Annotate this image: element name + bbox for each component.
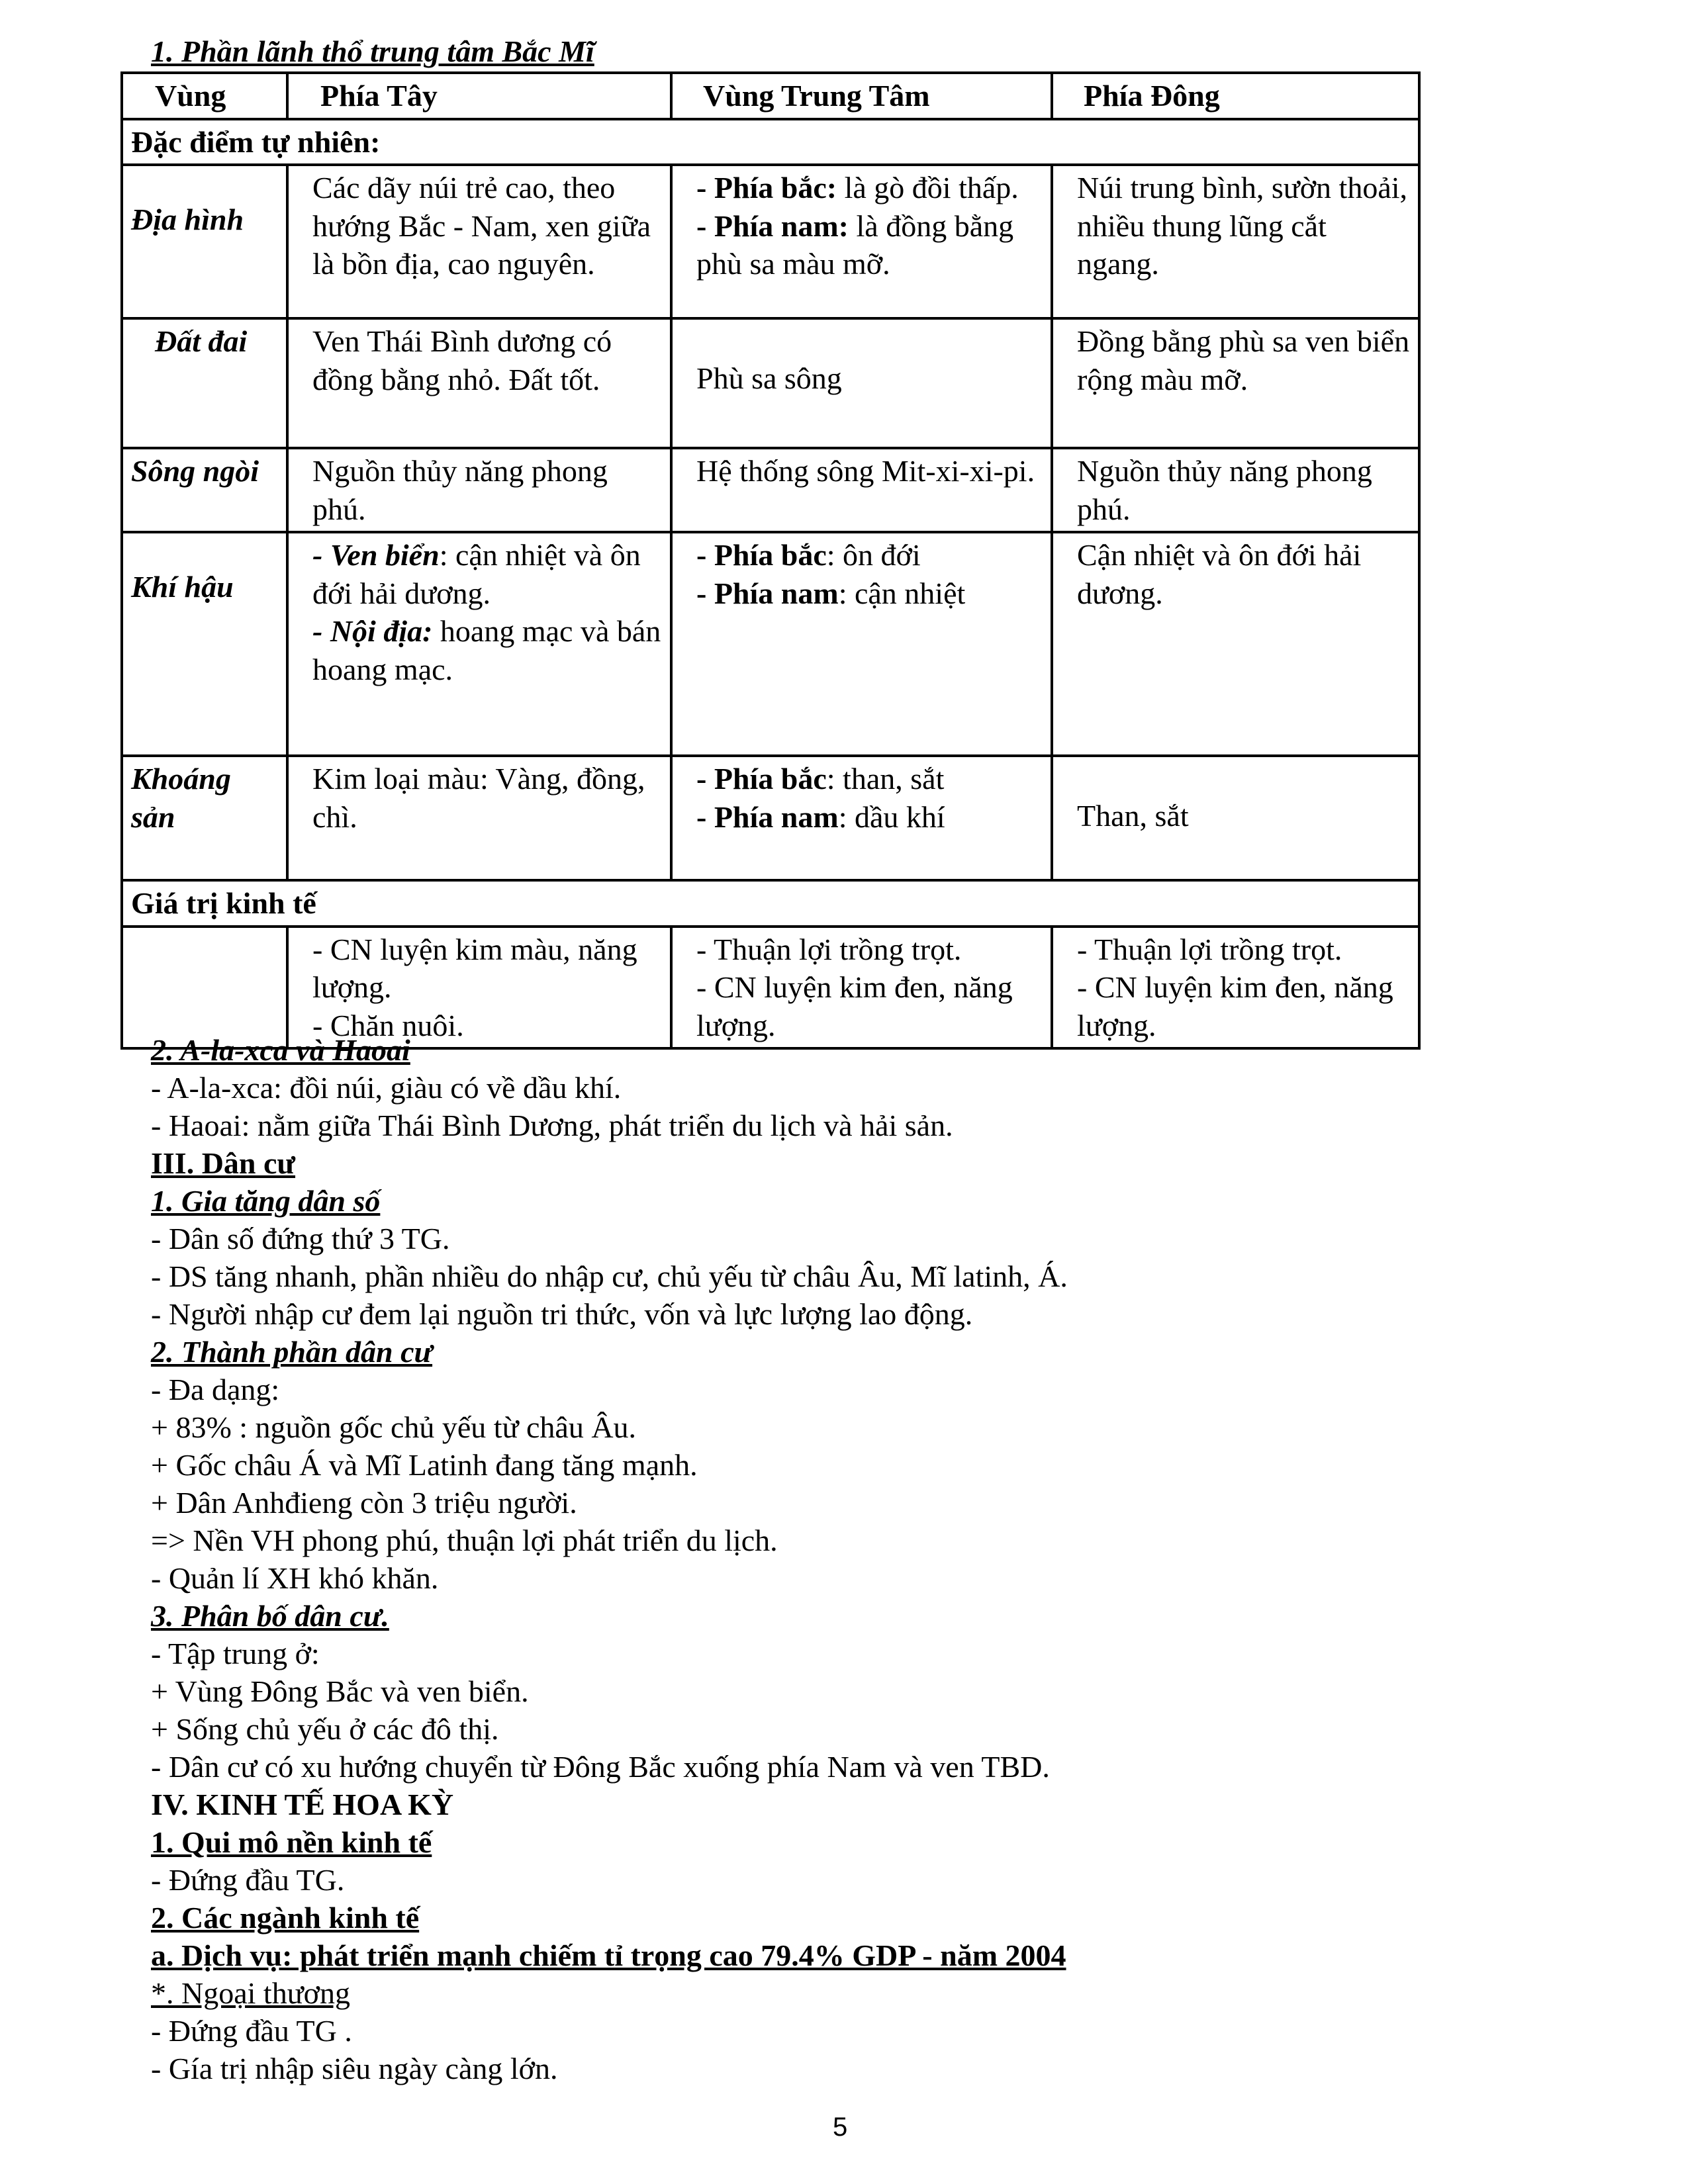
text-line: - Tập trung ở: — [151, 1637, 320, 1670]
text-line: => Nền VH phong phú, thuận lợi phát triển du lịch. — [151, 1524, 778, 1557]
table-row — [122, 448, 1419, 532]
header-east: Phía Đông — [1052, 73, 1419, 119]
cell-east: Than, sắt — [1052, 756, 1419, 880]
table-section-row — [122, 119, 1419, 165]
row-label-terrain: Địa hình — [122, 165, 287, 318]
text-line: - Dân số đứng thứ 3 TG. — [151, 1222, 450, 1255]
header-region: Vùng — [122, 73, 287, 119]
table-row — [122, 165, 1419, 318]
cell-west: - CN luyện kim màu, năng lượng. - Chăn nuôi. — [287, 927, 671, 1049]
text-line: - Đứng đầu TG. — [151, 1863, 345, 1897]
page-number: 5 — [833, 2113, 848, 2142]
cell-east: Cận nhiệt và ôn đới hải dương. — [1052, 532, 1419, 756]
body-text — [151, 1031, 1475, 2087]
text-line: + Vùng Đông Bắc và ven biển. — [151, 1674, 529, 1708]
cell-center: Hệ thống sông Mit-xi-xi-pi. — [671, 448, 1052, 532]
heading-population-composition: 2. Thành phần dân cư — [151, 1335, 433, 1369]
cell-west: Ven Thái Bình dương có đồng bằng nhỏ. Đất tốt. — [287, 318, 671, 448]
text-line: - Dân cư có xu hướng chuyển từ Đông Bắc xuống phía Nam và ven TBD. — [151, 1750, 1050, 1784]
heading-us-economy: IV. KINH TẾ HOA KỲ — [151, 1788, 454, 1821]
row-label-rivers: Sông ngòi — [122, 448, 287, 532]
text-line: + Gốc châu Á và Mĩ Latinh đang tăng mạnh. — [151, 1448, 698, 1482]
heading-economy-scale: 1. Qui mô nền kinh tế — [151, 1825, 432, 1859]
table-section-row — [122, 880, 1419, 927]
section-natural-features: Đặc điểm tự nhiên: — [122, 119, 1419, 165]
cell-west: Các dãy núi trẻ cao, theo hướng Bắc - Nam, xen giữa là bồn địa, cao nguyên. — [287, 165, 671, 318]
cell-west: Nguồn thủy năng phong phú. — [287, 448, 671, 532]
heading-population-distribution: 3. Phân bố dân cư. — [151, 1599, 389, 1633]
cell-west: - Ven biển: cận nhiệt và ôn đới hải dương. - Nội địa: hoang mạc và bán hoang mạc. — [287, 532, 671, 756]
cell-east: Đồng bằng phù sa ven biển rộng màu mỡ. — [1052, 318, 1419, 448]
cell-center: - Phía bắc: than, sắt - Phía nam: dầu khí — [671, 756, 1052, 880]
text-line: - Quản lí XH khó khăn. — [151, 1561, 439, 1595]
row-label-soil: Đất đai — [122, 318, 287, 448]
header-west: Phía Tây — [287, 73, 671, 119]
cell-center: - Phía bắc: ôn đới - Phía nam: cận nhiệt — [671, 532, 1052, 756]
heading-population-growth: 1. Gia tăng dân số — [151, 1184, 381, 1218]
heading-population: III. Dân cư — [151, 1146, 296, 1180]
table-row — [122, 532, 1419, 756]
text-line: - A-la-xca: đồi núi, giàu có về dầu khí. — [151, 1071, 622, 1105]
text-line: - DS tăng nhanh, phần nhiều do nhập cư, chủ yếu từ châu Âu, Mĩ latinh, Á. — [151, 1259, 1068, 1293]
row-label-minerals: Khoáng sản — [122, 756, 287, 880]
heading-economic-sectors: 2. Các ngành kinh tế — [151, 1901, 420, 1934]
table-row — [122, 318, 1419, 448]
table-row — [122, 756, 1419, 880]
heading-foreign-trade: *. Ngoại thương — [151, 1976, 350, 2010]
cell-west: Kim loại màu: Vàng, đồng, chì. — [287, 756, 671, 880]
header-center: Vùng Trung Tâm — [671, 73, 1052, 119]
cell-center: Phù sa sông — [671, 318, 1052, 448]
cell-east: - Thuận lợi trồng trọt. - CN luyện kim đen, năng lượng. — [1052, 927, 1419, 1049]
table-row — [122, 927, 1419, 1049]
cell-east: Nguồn thủy năng phong phú. — [1052, 448, 1419, 532]
cell-center: - Phía bắc: là gò đồi thấp. - Phía nam: là đồng bằng phù sa màu mỡ. — [671, 165, 1052, 318]
text-line: - Đứng đầu TG . — [151, 2014, 352, 2048]
text-line: - Người nhập cư đem lại nguồn tri thức, vốn và lực lượng lao động. — [151, 1297, 973, 1331]
text-line: + Sống chủ yếu ở các đô thị. — [151, 1712, 499, 1746]
geography-table — [120, 71, 1421, 1050]
cell-empty — [122, 927, 287, 1049]
cell-east: Núi trung bình, sườn thoải, nhiều thung lũng cắt ngang. — [1052, 165, 1419, 318]
text-line: + Dân Anhđieng còn 3 triệu người. — [151, 1486, 577, 1520]
text-line: - Haoai: nằm giữa Thái Bình Dương, phát triển du lịch và hải sản. — [151, 1109, 953, 1142]
text-line: + 83% : nguồn gốc chủ yếu từ châu Âu. — [151, 1410, 637, 1444]
heading-services: a. Dịch vụ: phát triển mạnh chiếm tỉ trọng cao 79.4% GDP - năm 2004 — [151, 1938, 1066, 1972]
section-economic-value: Giá trị kinh tế — [122, 880, 1419, 927]
row-label-climate: Khí hậu — [122, 532, 287, 756]
table-header-row — [122, 73, 1419, 119]
section-heading-central-north-america: 1. Phần lãnh thổ trung tâm Bắc Mĩ — [151, 34, 594, 68]
cell-center: - Thuận lợi trồng trọt. - CN luyện kim đen, năng lượng. — [671, 927, 1052, 1049]
heading-alaska-hawaii: 2. A-la-xca và Haoai — [151, 1033, 410, 1067]
text-line: - Gía trị nhập siêu ngày càng lớn. — [151, 2052, 558, 2085]
text-line: - Đa dạng: — [151, 1373, 280, 1406]
